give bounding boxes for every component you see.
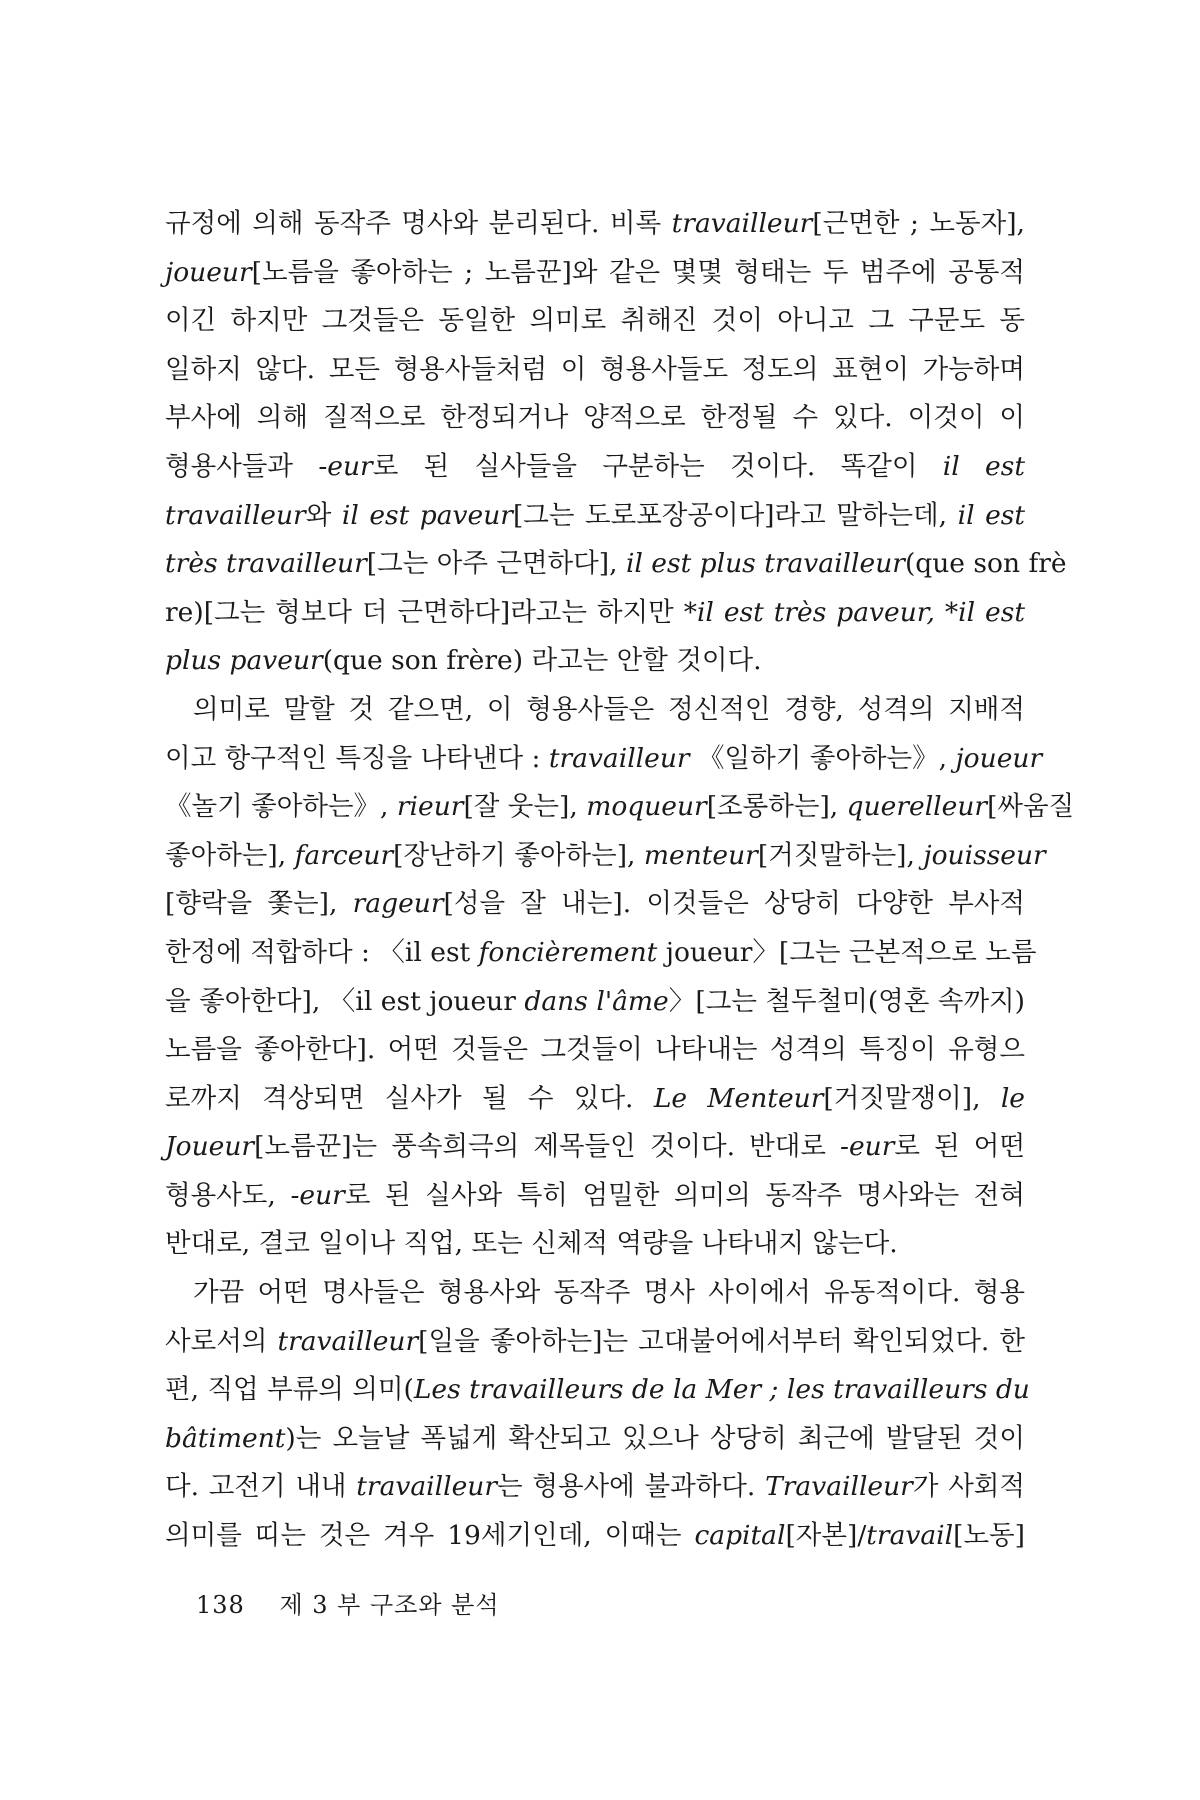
text-segment: [조롱하는], (706, 791, 847, 823)
italic-term: *il est très paveur, *il est (683, 596, 1025, 628)
text-line (165, 929, 1037, 978)
text-segment: 좋아하는], (165, 839, 295, 871)
italic-term: il est (957, 499, 1025, 531)
text-segment: [자본]/ (785, 1520, 867, 1552)
text-line (165, 1172, 1025, 1221)
text-line (165, 589, 1025, 638)
text-line (165, 880, 1025, 929)
text-segment: 의미로 말할 것 같으면, 이 형용사들은 정신적인 경향, 성격의 지배적 (193, 693, 1025, 725)
text-segment: 반대로, 결코 일이나 직업, 또는 신체적 역량을 나타내지 않는다. (165, 1228, 898, 1260)
text-segment: [향락을 쫓는], (165, 888, 353, 920)
text-segment: 로 된 실사와 특히 엄밀한 의미의 동작주 명사와는 전혀 (344, 1179, 1025, 1211)
italic-term: travail (866, 1520, 954, 1552)
text-segment: )는 오늘날 폭넓게 확산되고 있으나 상당히 최근에 발달된 것이 (285, 1422, 1025, 1454)
text-line (165, 1026, 1025, 1075)
italic-term: travailleur (356, 1471, 498, 1503)
italic-term: foncièrement (478, 936, 658, 968)
text-segment: 일하지 않다. 모든 형용사들처럼 이 형용사들도 정도의 표현이 가능하며 (165, 353, 1025, 385)
italic-term: il est plus travailleur (625, 548, 905, 580)
text-segment: 《일하기 좋아하는》, (689, 742, 956, 774)
text-line (165, 686, 1025, 735)
text-segment: 의미를 띠는 것은 겨우 19세기인데, 이때는 (165, 1520, 695, 1552)
text-segment: [거짓말쟁이], (823, 1082, 1001, 1114)
text-segment: 다. 고전기 내내 (165, 1471, 357, 1503)
italic-term: -eur (840, 1131, 895, 1163)
italic-term: farceur (294, 839, 394, 871)
text-segment: [거짓말하는], (757, 839, 924, 871)
text-segment: re)[그는 형보다 더 근면하다]라고는 하지만 (165, 596, 684, 628)
italic-term: dans l'âme (524, 985, 669, 1017)
text-segment: 노름을 좋아한다]. 어떤 것들은 그것들이 나타내는 성격의 특징이 유형으 (165, 1034, 1025, 1066)
page-number: 138 (196, 1591, 245, 1619)
italic-term: menteur (643, 839, 758, 871)
text-segment: [싸움질 (987, 791, 1075, 823)
text-segment: [근면한 ; 노동자], (812, 208, 1025, 239)
text-line (165, 297, 1025, 346)
text-segment: 〉[그는 철두철미(영혼 속까지) (668, 985, 1025, 1017)
text-segment: [노름꾼]는 풍속희극의 제목들인 것이다. 반대로 (254, 1131, 841, 1163)
text-segment: [그는 아주 근면하다], (366, 548, 626, 580)
text-line (165, 1463, 1025, 1512)
italic-term: le (1000, 1082, 1025, 1114)
text-line (165, 1075, 1025, 1124)
text-line (165, 394, 1025, 443)
body-text (165, 200, 1075, 1561)
page-footer (196, 1585, 500, 1620)
italic-term: -eur (318, 450, 373, 482)
italic-term: travailleur (165, 499, 306, 531)
text-segment: [일을 좋아하는]는 고대불어에서부터 확인되었다. 한 (418, 1325, 1025, 1357)
text-line (165, 783, 1075, 832)
italic-term: il est (942, 450, 1025, 482)
text-line (165, 443, 1025, 492)
italic-term: jouisseur (923, 839, 1046, 871)
text-segment: 로 된 어떤 (894, 1131, 1025, 1163)
italic-term: Travailleur (765, 1471, 913, 1503)
italic-term: -eur (290, 1179, 345, 1211)
text-segment: 한정에 적합하다 : 〈il est (165, 936, 479, 968)
text-segment: 로까지 격상되면 실사가 될 수 있다. (165, 1082, 654, 1114)
text-segment: 규정에 의해 동작주 명사와 분리된다. 비록 (165, 208, 672, 239)
text-line (165, 200, 1025, 249)
running-section-title: 제 3 부 구조와 분석 (279, 1591, 500, 1619)
text-segment: [그는 도로포장공이다]라고 말하는데, (512, 499, 958, 531)
text-segment: 가끔 어떤 명사들은 형용사와 동작주 명사 사이에서 유동적이다. 형용 (193, 1277, 1025, 1309)
text-segment: 을 좋아한다], 〈il est joueur (165, 985, 525, 1017)
text-line (165, 1318, 1025, 1367)
text-line (165, 832, 1046, 881)
italic-term: travailleur (277, 1325, 419, 1357)
italic-term: bâtiment (165, 1422, 286, 1454)
text-line (165, 346, 1025, 395)
text-line (165, 637, 1025, 686)
text-line (165, 1269, 1025, 1318)
text-segment: 는 형용사에 불과하다. (497, 1471, 766, 1503)
text-line (165, 540, 1067, 589)
italic-term: Le Menteur (653, 1082, 824, 1114)
text-segment: [장난하기 좋아하는], (393, 839, 644, 871)
italic-term: capital (694, 1520, 786, 1552)
text-segment: 《놀기 좋아하는》, (165, 791, 397, 823)
text-segment: 형용사도, (165, 1179, 291, 1211)
text-line (165, 1415, 1025, 1464)
text-segment: joueur〉[그는 근본적으로 노름 (657, 936, 1037, 968)
text-line (165, 1366, 1030, 1415)
text-segment: 로 된 실사들을 구분하는 것이다. 똑같이 (372, 450, 943, 482)
text-segment: [잘 웃는], (463, 791, 587, 823)
text-segment: 이긴 하지만 그것들은 동일한 의미로 취해진 것이 아니고 그 구문도 동 (165, 305, 1025, 337)
text-segment: 이고 항구적인 특징을 나타낸다 : (165, 742, 549, 774)
text-segment: 편, 직업 부류의 의미( (165, 1374, 414, 1406)
text-line (165, 492, 1025, 541)
italic-term: rieur (396, 791, 464, 823)
text-segment: 부사에 의해 질적으로 한정되거나 양적으로 한정될 수 있다. 이것이 이 (165, 402, 1025, 434)
italic-term: Les travailleurs de la Mer ; les travailleurs du (413, 1374, 1030, 1406)
italic-term: Joueur (165, 1131, 255, 1163)
italic-term: rageur (352, 888, 444, 920)
text-segment: [성을 잘 내는]. 이것들은 상당히 다양한 부사적 (443, 888, 1025, 920)
italic-term: travailleur (548, 742, 690, 774)
text-line (165, 249, 1025, 298)
text-line (165, 735, 1043, 784)
italic-term: querelleur (846, 791, 988, 823)
text-segment: (que son frère) 라고는 안할 것이다. (322, 645, 762, 677)
text-segment: [노름을 좋아하는 ; 노름꾼]와 같은 몇몇 형태는 두 범주에 공통적 (251, 256, 1025, 288)
text-line (165, 1123, 1025, 1172)
italic-term: plus paveur (165, 645, 323, 677)
italic-term: il est paveur (341, 499, 513, 531)
text-segment: 형용사들과 (165, 450, 319, 482)
text-segment: 와 (305, 499, 342, 531)
italic-term: joueur (165, 256, 252, 288)
text-segment: 사로서의 (165, 1325, 278, 1357)
italic-term: travailleur (671, 208, 813, 239)
text-segment: (que son frè (904, 548, 1067, 580)
italic-term: joueur (955, 742, 1043, 774)
text-segment: 가 사회적 (912, 1471, 1026, 1503)
italic-term: très travailleur (165, 548, 367, 580)
text-line (165, 1512, 1025, 1561)
text-line (165, 978, 1025, 1027)
text-line (165, 1220, 1025, 1269)
italic-term: moqueur (586, 791, 707, 823)
text-segment: [노동] (953, 1520, 1025, 1552)
